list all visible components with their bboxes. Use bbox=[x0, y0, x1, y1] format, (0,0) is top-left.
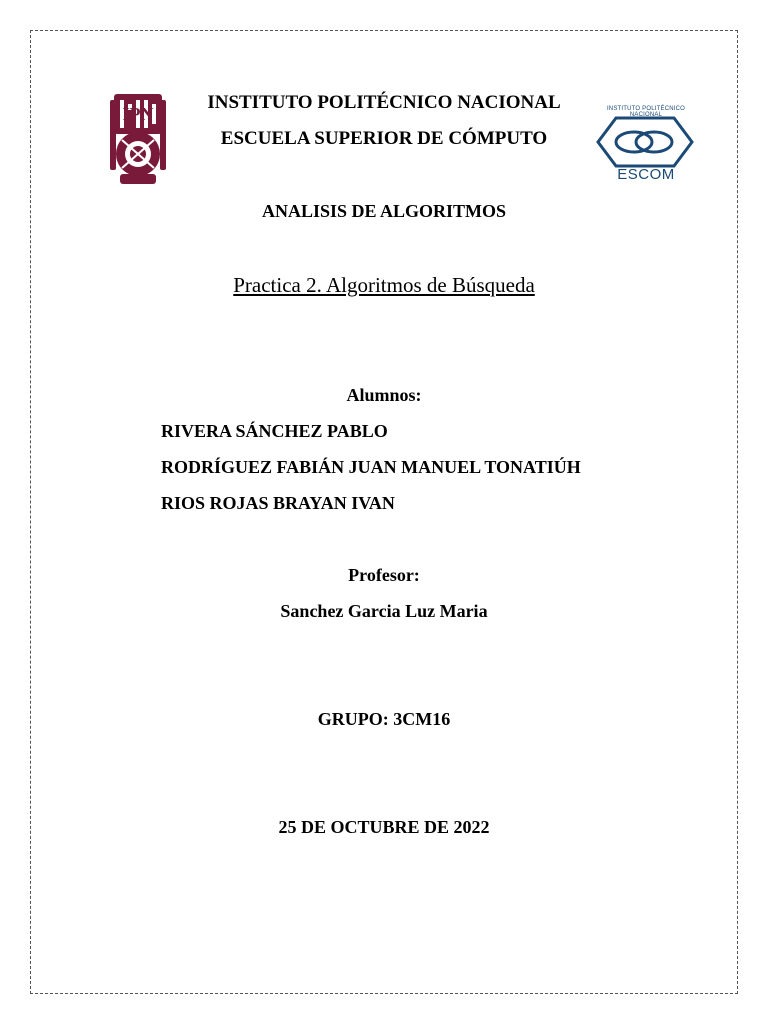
escom-logo-small-text: INSTITUTO POLITÉCNICO NACIONAL bbox=[606, 106, 686, 118]
ipn-logo-text: IPN bbox=[122, 104, 154, 124]
group-label: GRUPO: 3CM16 bbox=[317, 709, 451, 729]
students-label: Alumnos: bbox=[346, 385, 422, 405]
school-name: ESCUELA SUPERIOR DE CÓMPUTO bbox=[220, 128, 548, 149]
document-date: 25 DE OCTUBRE DE 2022 bbox=[278, 817, 490, 837]
student-name-3: RIOS ROJAS BRAYAN IVAN bbox=[161, 493, 395, 513]
student-name-2: RODRÍGUEZ FABIÁN JUAN MANUEL TONATIÚH bbox=[161, 457, 581, 477]
document-title: Practica 2. Algoritmos de Búsqueda bbox=[233, 273, 535, 297]
student-name-1: RIVERA SÁNCHEZ PABLO bbox=[161, 421, 388, 441]
professor-name: Sanchez Garcia Luz Maria bbox=[280, 601, 488, 621]
institution-name: INSTITUTO POLITÉCNICO NACIONAL bbox=[207, 92, 561, 113]
professor-label: Profesor: bbox=[348, 565, 420, 585]
course-name: ANALISIS DE ALGORITMOS bbox=[261, 201, 507, 221]
escom-logo-word: ESCOM bbox=[617, 166, 675, 183]
